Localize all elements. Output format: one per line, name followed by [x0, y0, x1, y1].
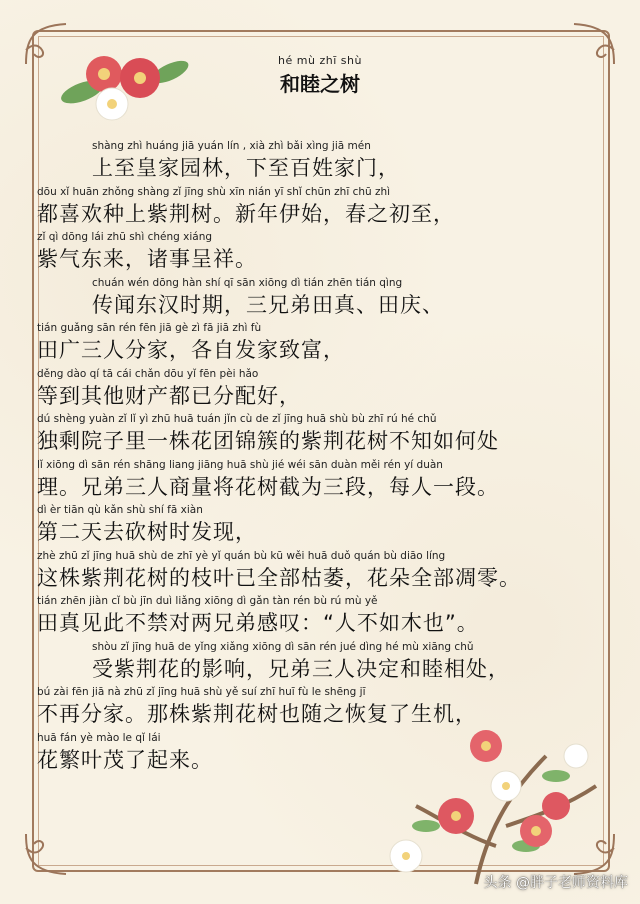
pinyin-line: dōu xǐ huān zhǒng shàng zǐ jīng shù xīn nián yī shǐ chūn zhī chū zhì: [37, 185, 391, 198]
pinyin-line: tián zhēn jiàn cǐ bù jīn duì liǎng xiōng dì gǎn tàn rén bù rú mù yě: [37, 595, 378, 607]
corner-ornament-icon: [22, 832, 68, 878]
pinyin-line: bú zài fēn jiā nà zhū zǐ jīng huā shù yě suí zhī huī fù le shēng jī: [37, 686, 366, 698]
hanzi-line: 上至皇家园林，下至百姓家门，: [92, 156, 400, 180]
pinyin-line: zhè zhū zǐ jīng huā shù de zhī yè yǐ quán bù kū wěi huā duǒ quán bù diāo líng: [37, 549, 446, 562]
hanzi-line: 等到其他财产都已分配好，: [37, 383, 301, 408]
hanzi-line: 理。兄弟三人商量将花树截为三段，每人一段。: [37, 474, 499, 499]
hanzi-line: 这株紫荆花树的枝叶已全部枯萎，花朵全部凋零。: [37, 565, 521, 590]
flower-branch-decoration-icon: [356, 716, 606, 886]
pinyin-line: zǐ qì dōng lái zhū shì chéng xiáng: [37, 231, 213, 243]
hanzi-line: 都喜欢种上紫荆树。新年伊始，春之初至，: [37, 201, 455, 226]
pinyin-line: shàng zhì huáng jiā yuán lín , xià zhì bǎi xìng jiā mén: [92, 140, 371, 152]
hanzi-line: 田真见此不禁对两兄弟感叹：“人不如木也”。: [37, 611, 479, 635]
pinyin-line: tián guǎng sān rén fēn jiā gè zì fā jiā zhì fù: [37, 322, 262, 334]
pinyin-line: chuán wén dōng hàn shí qī sān xiōng dì tián zhēn tián qìng: [92, 276, 403, 289]
pinyin-line: děng dào qí tā cái chǎn dōu yǐ fēn pèi hǎo: [37, 367, 259, 380]
hanzi-line: 受紫荆花的影响，兄弟三人决定和睦相处，: [92, 656, 510, 681]
pinyin-line: lǐ xiōng dì sān rén shāng liang jiāng huā shù jié wéi sān duàn měi rén yí duàn: [37, 458, 443, 471]
title-pinyin: hé mù zhī shù: [278, 54, 362, 67]
hanzi-line: 紫气东来，诸事呈祥。: [37, 247, 257, 271]
watermark: 头条 @胖子老师资料库: [483, 875, 628, 891]
hanzi-line: 花繁叶茂了起来。: [37, 747, 213, 772]
hanzi-line: 第二天去砍树时发现，: [37, 520, 257, 544]
pinyin-line: dú shèng yuàn zǐ lǐ yì zhū huā tuán jǐn cù de zǐ jīng huā shù bù zhī rú hé chǔ: [37, 413, 437, 425]
hanzi-line: 独剩院子里一株花团锦簇的紫荆花树不知如何处: [37, 429, 499, 453]
pinyin-line: shòu zǐ jīng huā de yǐng xiǎng xiōng dì sān rén jué dìng hé mù xiāng chǔ: [92, 640, 474, 653]
hanzi-line: 田广三人分家，各自发家致富，: [37, 338, 345, 362]
hanzi-line: 不再分家。那株紫荆花树也随之恢复了生机，: [37, 702, 477, 726]
page-title: 和睦之树: [280, 72, 360, 96]
pinyin-line: huā fán yè mào le qǐ lái: [37, 731, 161, 744]
hanzi-line: 传闻东汉时期，三兄弟田真、田庆、: [92, 292, 444, 317]
pinyin-line: dì èr tiān qù kǎn shù shí fā xiàn: [37, 504, 203, 516]
